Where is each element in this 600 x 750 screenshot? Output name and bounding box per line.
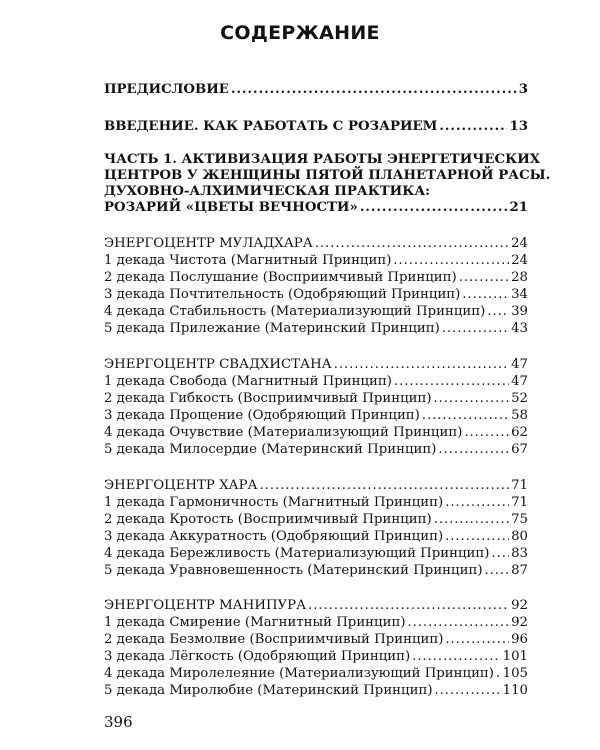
toc-entry[interactable] [104, 317, 528, 337]
dot-leader [360, 200, 508, 216]
toc-entry-page: 3 [518, 82, 528, 97]
toc-entry-page: 47 [511, 357, 528, 372]
toc-entry-text: ЭНЕРГОЦЕНТР СВАДХИСТАНА [104, 357, 332, 372]
toc-entry[interactable] [104, 438, 528, 458]
toc-entry-text: 4 декада Бережливость (Материализующий Принцип) [104, 546, 490, 561]
toc-entry-text: 3 декада Аккуратность (Одобряющий Принцип) [104, 529, 444, 544]
toc-entry-text: 4 декада Очувствие (Материализующий Принцип) [104, 425, 463, 440]
toc-entry-page: 47 [511, 374, 528, 389]
dot-leader [442, 321, 509, 337]
dot-leader [435, 683, 501, 699]
toc-entry-page: 21 [509, 200, 528, 215]
toc-entry-text: 2 декада Безмолвие (Восприимчивый Принцип) [104, 632, 444, 647]
toc-entry-text: 1 декада Свобода (Магнитный Принцип) [104, 374, 392, 389]
part-heading-line: ЧАСТЬ 1. АКТИВИЗАЦИЯ РАБОТЫ ЭНЕРГЕТИЧЕСКИХ [104, 152, 541, 167]
toc-entry-page: 87 [511, 563, 528, 578]
toc-entry-page: 67 [511, 442, 528, 457]
toc-entry-text: 5 декада Уравновешенность (Материнский Принцип) [104, 563, 483, 578]
toc-entry[interactable] [104, 679, 528, 699]
toc-entry-page: 105 [502, 666, 528, 681]
toc-entry-text: РОЗАРИЙ «ЦВЕТЫ ВЕЧНОСТИ» [104, 200, 358, 215]
toc-entry-page: 24 [511, 253, 528, 268]
toc-entry[interactable] [104, 559, 528, 579]
toc-entry-text: 3 декада Лёгкость (Одобряющий Принцип) [104, 649, 411, 664]
toc-entry-page: 96 [511, 632, 528, 647]
dot-leader [438, 442, 509, 458]
toc-entry-text: 5 декада Прилежание (Материнский Принцип) [104, 321, 440, 336]
toc-entry-page: 28 [511, 270, 528, 285]
toc-entry-text: 2 декада Послушание (Восприимчивый Принцип) [104, 270, 457, 285]
toc-entry-text: ВВЕДЕНИЕ. КАК РАБОТАТЬ С РОЗАРИЕМ [104, 119, 438, 134]
toc-entry-text: ЭНЕРГОЦЕНТР МАНИПУРА [104, 598, 307, 613]
toc-entry-text: ЭНЕРГОЦЕНТР ХАРА [104, 478, 258, 493]
dot-leader [485, 563, 510, 579]
part-heading-line: ДУХОВНО-АЛХИМИЧЕСКАЯ ПРАКТИКА: [104, 184, 431, 199]
toc-entry-page: 80 [511, 529, 528, 544]
toc-entry-page: 52 [511, 391, 528, 406]
toc-entry-page: 58 [511, 408, 528, 423]
dot-leader [439, 119, 507, 135]
page-number: 396 [104, 713, 133, 731]
toc-entry-page: 24 [511, 236, 528, 251]
toc-entry-introduction[interactable] [104, 115, 528, 135]
toc-entry-page: 92 [511, 598, 528, 613]
toc-entry-page: 71 [511, 495, 528, 510]
toc-entry-preface[interactable] [104, 78, 528, 98]
toc-entry-text: 4 декада Стабильность (Материализующий Принцип) [104, 304, 486, 319]
toc-entry-page: 43 [511, 321, 528, 336]
toc-entry-page: 92 [511, 615, 528, 630]
toc-entry-text: 1 декада Смирение (Магнитный Принцип) [104, 615, 406, 630]
page-title: СОДЕРЖАНИЕ [220, 22, 380, 44]
toc-entry-text: 3 декада Прощение (Одобряющий Принцип) [104, 408, 420, 423]
toc-entry-page: 39 [511, 304, 528, 319]
toc-entry-page: 75 [511, 512, 528, 527]
toc-entry-text: 1 декада Чистота (Магнитный Принцип) [104, 253, 392, 268]
toc-entry-page: 34 [511, 287, 528, 302]
toc-entry-page: 62 [511, 425, 528, 440]
toc-entry-text: 2 декада Гибкость (Восприимчивый Принцип) [104, 391, 432, 406]
toc-entry-text: 3 декада Почтительность (Одобряющий Принцип) [104, 287, 461, 302]
toc-entry-part1[interactable] [104, 196, 528, 216]
toc-entry-page: 13 [509, 119, 528, 134]
toc-entry-page: 101 [502, 649, 528, 664]
toc-entry-text: 1 декада Гармоничность (Магнитный Принцип) [104, 495, 444, 510]
toc-entry-text: 5 декада Милосердие (Материнский Принцип) [104, 442, 437, 457]
part-heading-line: ЦЕНТРОВ У ЖЕНЩИНЫ ПЯТОЙ ПЛАНЕТАРНОЙ РАСЫ. [104, 168, 551, 183]
toc-entry-page: 83 [511, 546, 528, 561]
toc-entry-text: ПРЕДИСЛОВИЕ [104, 82, 229, 97]
toc-entry-text: 5 декада Миролюбие (Материнский Принцип) [104, 683, 433, 698]
dot-leader [231, 82, 517, 98]
toc-entry-text: ЭНЕРГОЦЕНТР МУЛАДХАРА [104, 236, 313, 251]
toc-entry-page: 71 [511, 478, 528, 493]
toc-entry-text: 2 декада Кротость (Восприимчивый Принцип) [104, 512, 432, 527]
toc-entry-page: 110 [502, 683, 528, 698]
toc-entry-text: 4 декада Миролелеяние (Материализующий Принцип) [104, 666, 494, 681]
